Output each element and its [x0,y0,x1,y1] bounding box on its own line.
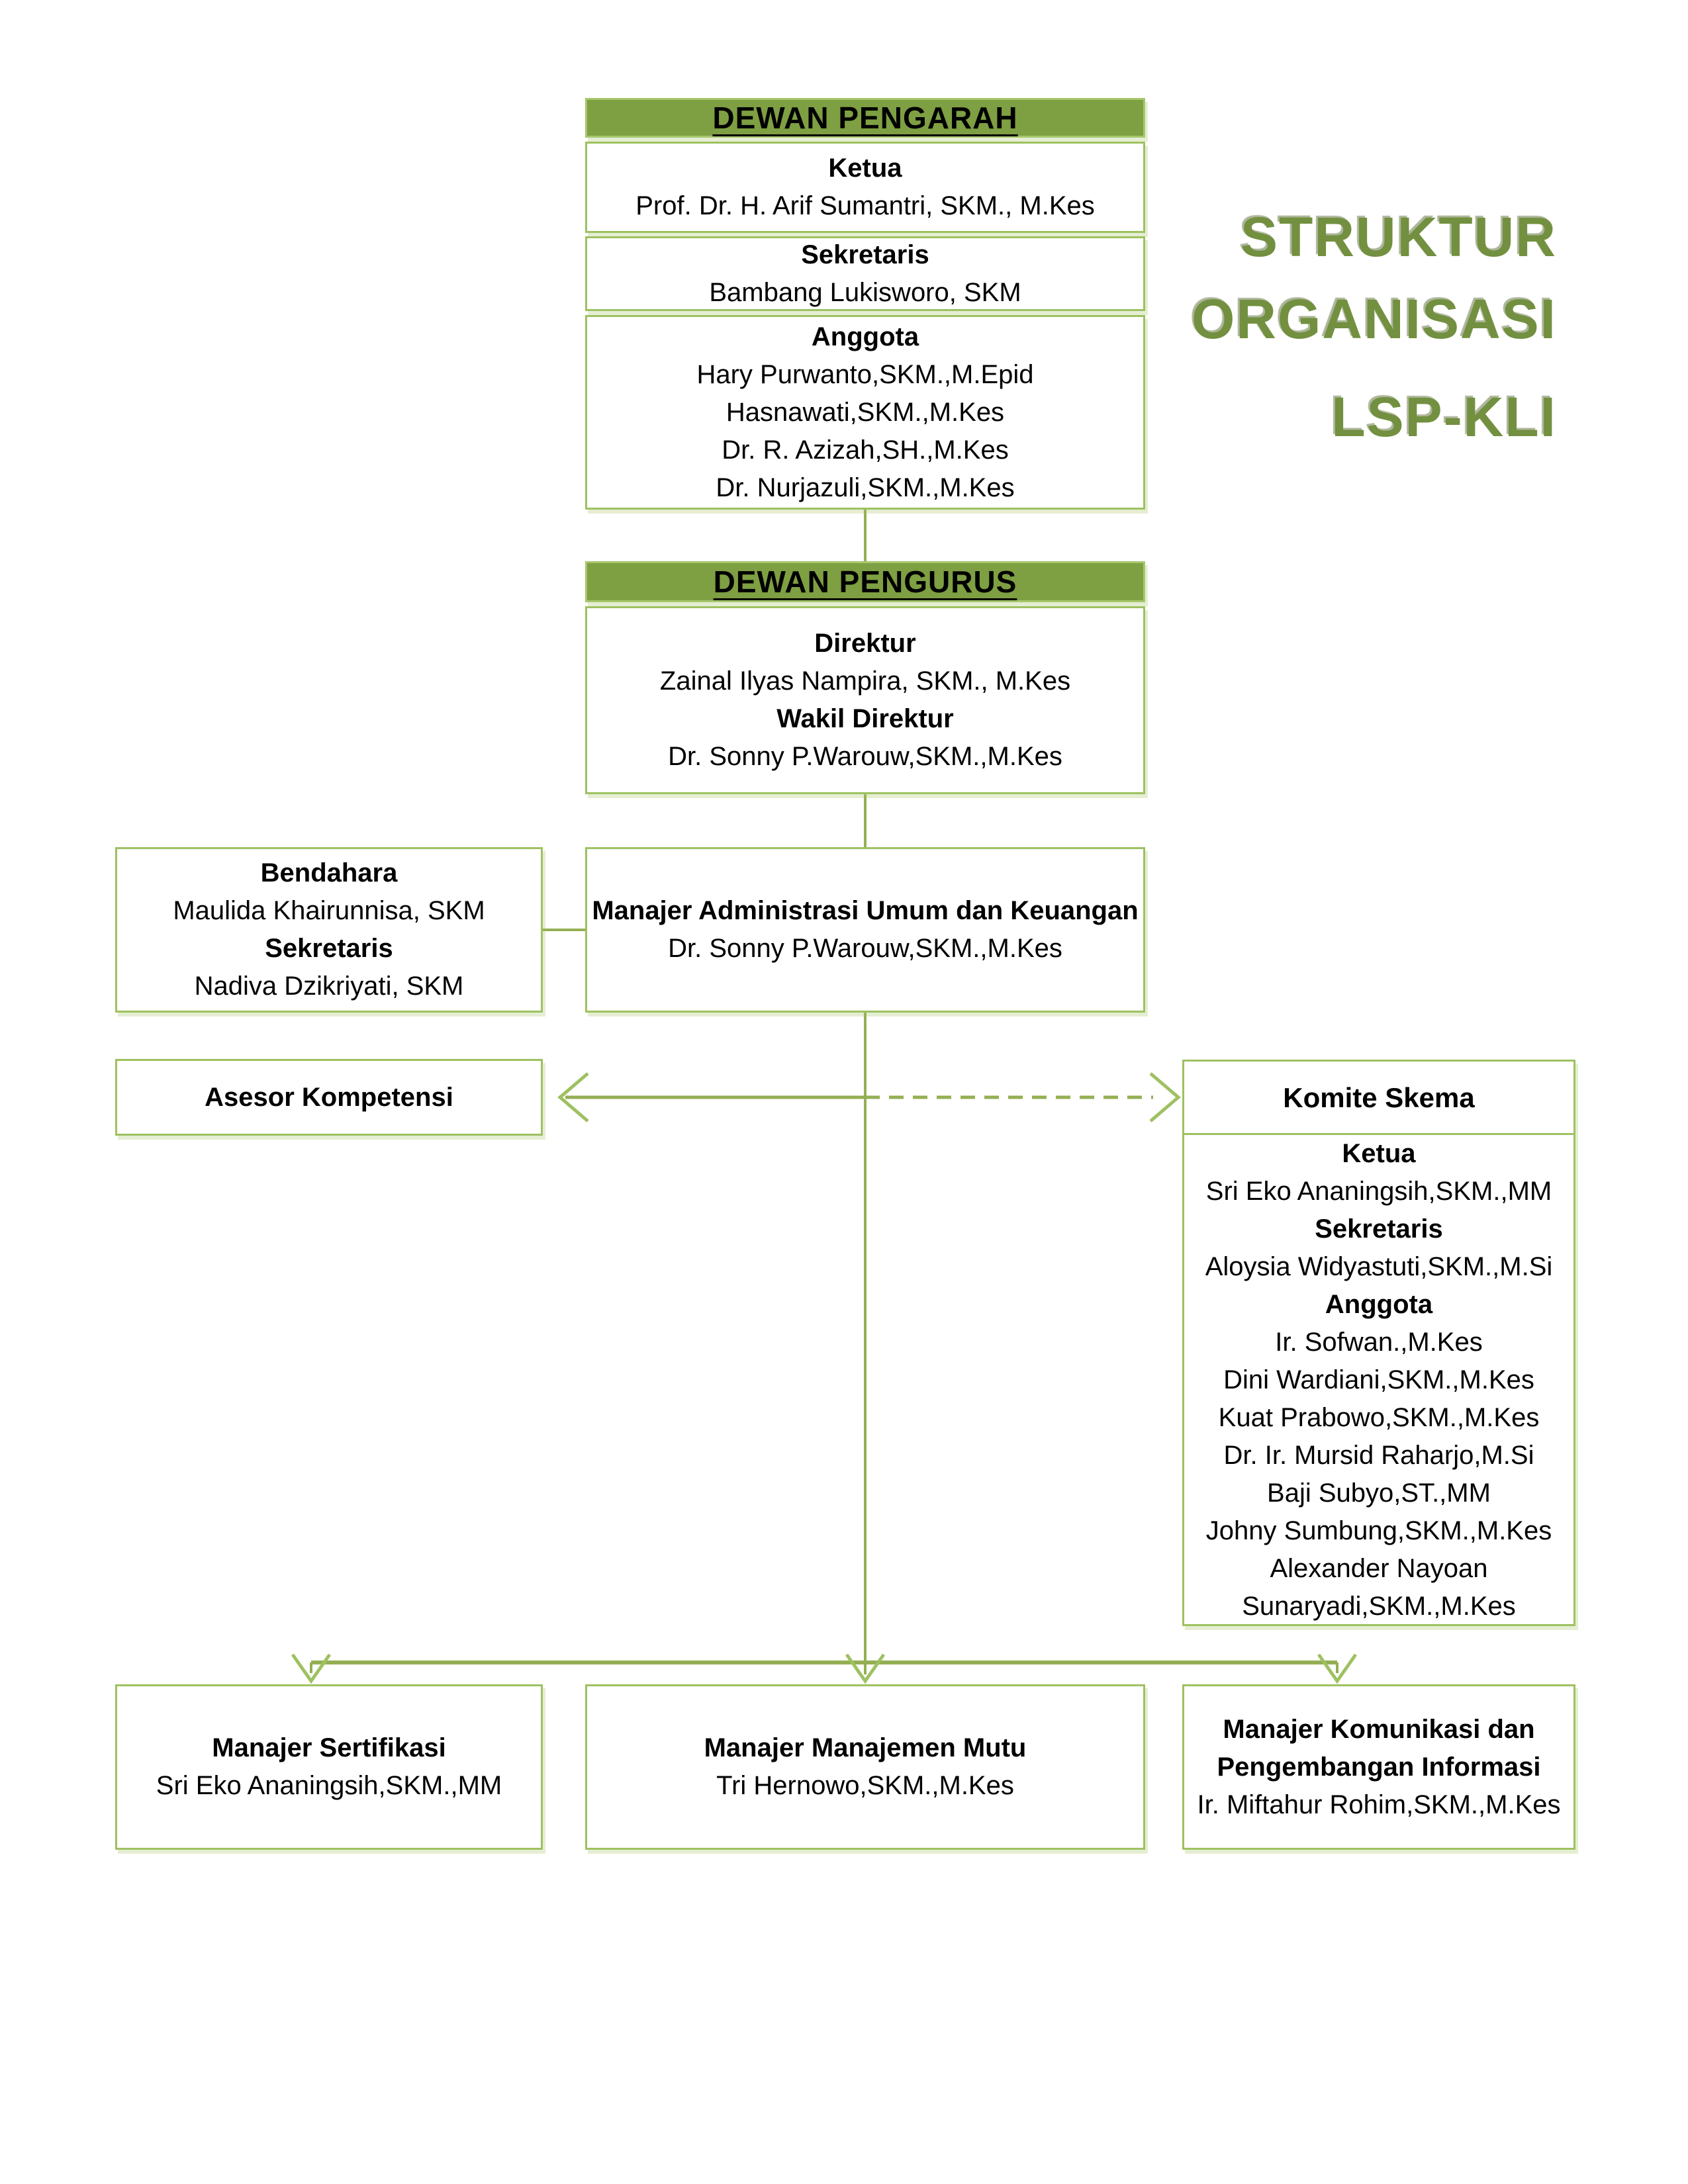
komite-anggota-name: Sunaryadi,SKM.,M.Kes [1242,1592,1516,1621]
manajer-admin-title: Manajer Administrasi Umum dan Keuangan [592,896,1139,925]
wakil-direktur-label: Wakil Direktur [776,704,954,733]
manajer-admin-name: Dr. Sonny P.Warouw,SKM.,M.Kes [668,934,1062,963]
arrow-komite-head [1150,1073,1178,1121]
ketua-label: Ketua [828,154,902,183]
komite-sekretaris-label: Sekretaris [1315,1214,1443,1244]
dewan-pengurus-body-box [585,606,1145,794]
dewan-pengarah-header [585,98,1145,138]
page-title-line-2: ORGANISASI [1191,288,1557,350]
page-title-line-3: LSP-KLI [1331,386,1557,448]
dewan-pengarah-ketua-box [585,142,1145,233]
manajer-sertifikasi-name: Sri Eko Ananingsih,SKM.,MM [156,1771,502,1800]
sekretaris-name: Bambang Lukisworo, SKM [709,277,1021,307]
dewan-pengarah-header-label: DEWAN PENGARAH [712,101,1018,135]
dewan-pengurus-header-label: DEWAN PENGURUS [713,565,1017,599]
komite-anggota-name: Dr. Ir. Mursid Raharjo,M.Si [1223,1441,1534,1470]
sekretaris-label: Sekretaris [801,240,929,269]
komite-skema-header: Komite Skema [1184,1062,1573,1135]
komite-sekretaris-name: Aloysia Widyastuti,SKM.,M.Si [1205,1252,1553,1281]
komite-anggota-name: Johny Sumbung,SKM.,M.Kes [1205,1516,1552,1545]
page-title-line-1: STRUKTUR [1241,206,1557,268]
manajer-sertifikasi-title: Manajer Sertifikasi [212,1733,446,1762]
anggota-name: Hasnawati,SKM.,M.Kes [726,397,1005,427]
komite-ketua-label: Ketua [1342,1139,1416,1168]
komite-anggota-name: Kuat Prabowo,SKM.,M.Kes [1218,1403,1540,1432]
komite-anggota-name: Baji Subyo,ST.,MM [1267,1479,1491,1508]
asesor-kompetensi-title: Asesor Kompetensi [205,1082,453,1112]
komite-skema-box [1182,1060,1575,1626]
asesor-kompetensi-box [115,1059,543,1136]
direktur-name: Zainal Ilyas Nampira, SKM., M.Kes [659,666,1071,696]
manajer-mutu-box [585,1684,1145,1850]
bendahara-sekretaris-name: Nadiva Dzikriyati, SKM [194,972,464,1001]
bendahara-label: Bendahara [260,858,398,887]
anggota-name: Dr. R. Azizah,SH.,M.Kes [722,435,1009,465]
komite-anggota-name: Alexander Nayoan [1270,1554,1488,1583]
komite-skema-body [1184,1135,1573,1625]
manajer-komunikasi-name: Ir. Miftahur Rohim,SKM.,M.Kes [1197,1790,1561,1819]
wakil-direktur-name: Dr. Sonny P.Warouw,SKM.,M.Kes [668,742,1062,771]
bendahara-box [115,847,543,1013]
manajer-admin-box [585,847,1145,1013]
komite-anggota-name: Ir. Sofwan.,M.Kes [1275,1328,1483,1357]
bendahara-sekretaris-label: Sekretaris [265,934,393,963]
manajer-komunikasi-title: Manajer Komunikasi dan Pengembangan Informasi [1217,1714,1541,1782]
manajer-mutu-name: Tri Hernowo,SKM.,M.Kes [716,1771,1014,1800]
dewan-pengarah-anggota-box [585,315,1145,510]
anggota-name: Dr. Nurjazuli,SKM.,M.Kes [716,473,1015,502]
bendahara-name: Maulida Khairunnisa, SKM [173,896,485,925]
direktur-label: Direktur [814,629,916,658]
komite-ketua-name: Sri Eko Ananingsih,SKM.,MM [1205,1177,1552,1206]
komite-anggota-name: Dini Wardiani,SKM.,M.Kes [1223,1365,1534,1394]
anggota-name: Hary Purwanto,SKM.,M.Epid [696,359,1034,389]
manajer-mutu-title: Manajer Manajemen Mutu [704,1733,1027,1762]
anggota-label: Anggota [811,322,919,351]
ketua-name: Prof. Dr. H. Arif Sumantri, SKM., M.Kes [635,191,1095,220]
komite-anggota-label: Anggota [1325,1290,1433,1319]
dewan-pengurus-header [585,561,1145,602]
manajer-sertifikasi-box [115,1684,543,1850]
dewan-pengarah-sekretaris-box [585,236,1145,311]
manajer-komunikasi-box [1182,1684,1575,1850]
